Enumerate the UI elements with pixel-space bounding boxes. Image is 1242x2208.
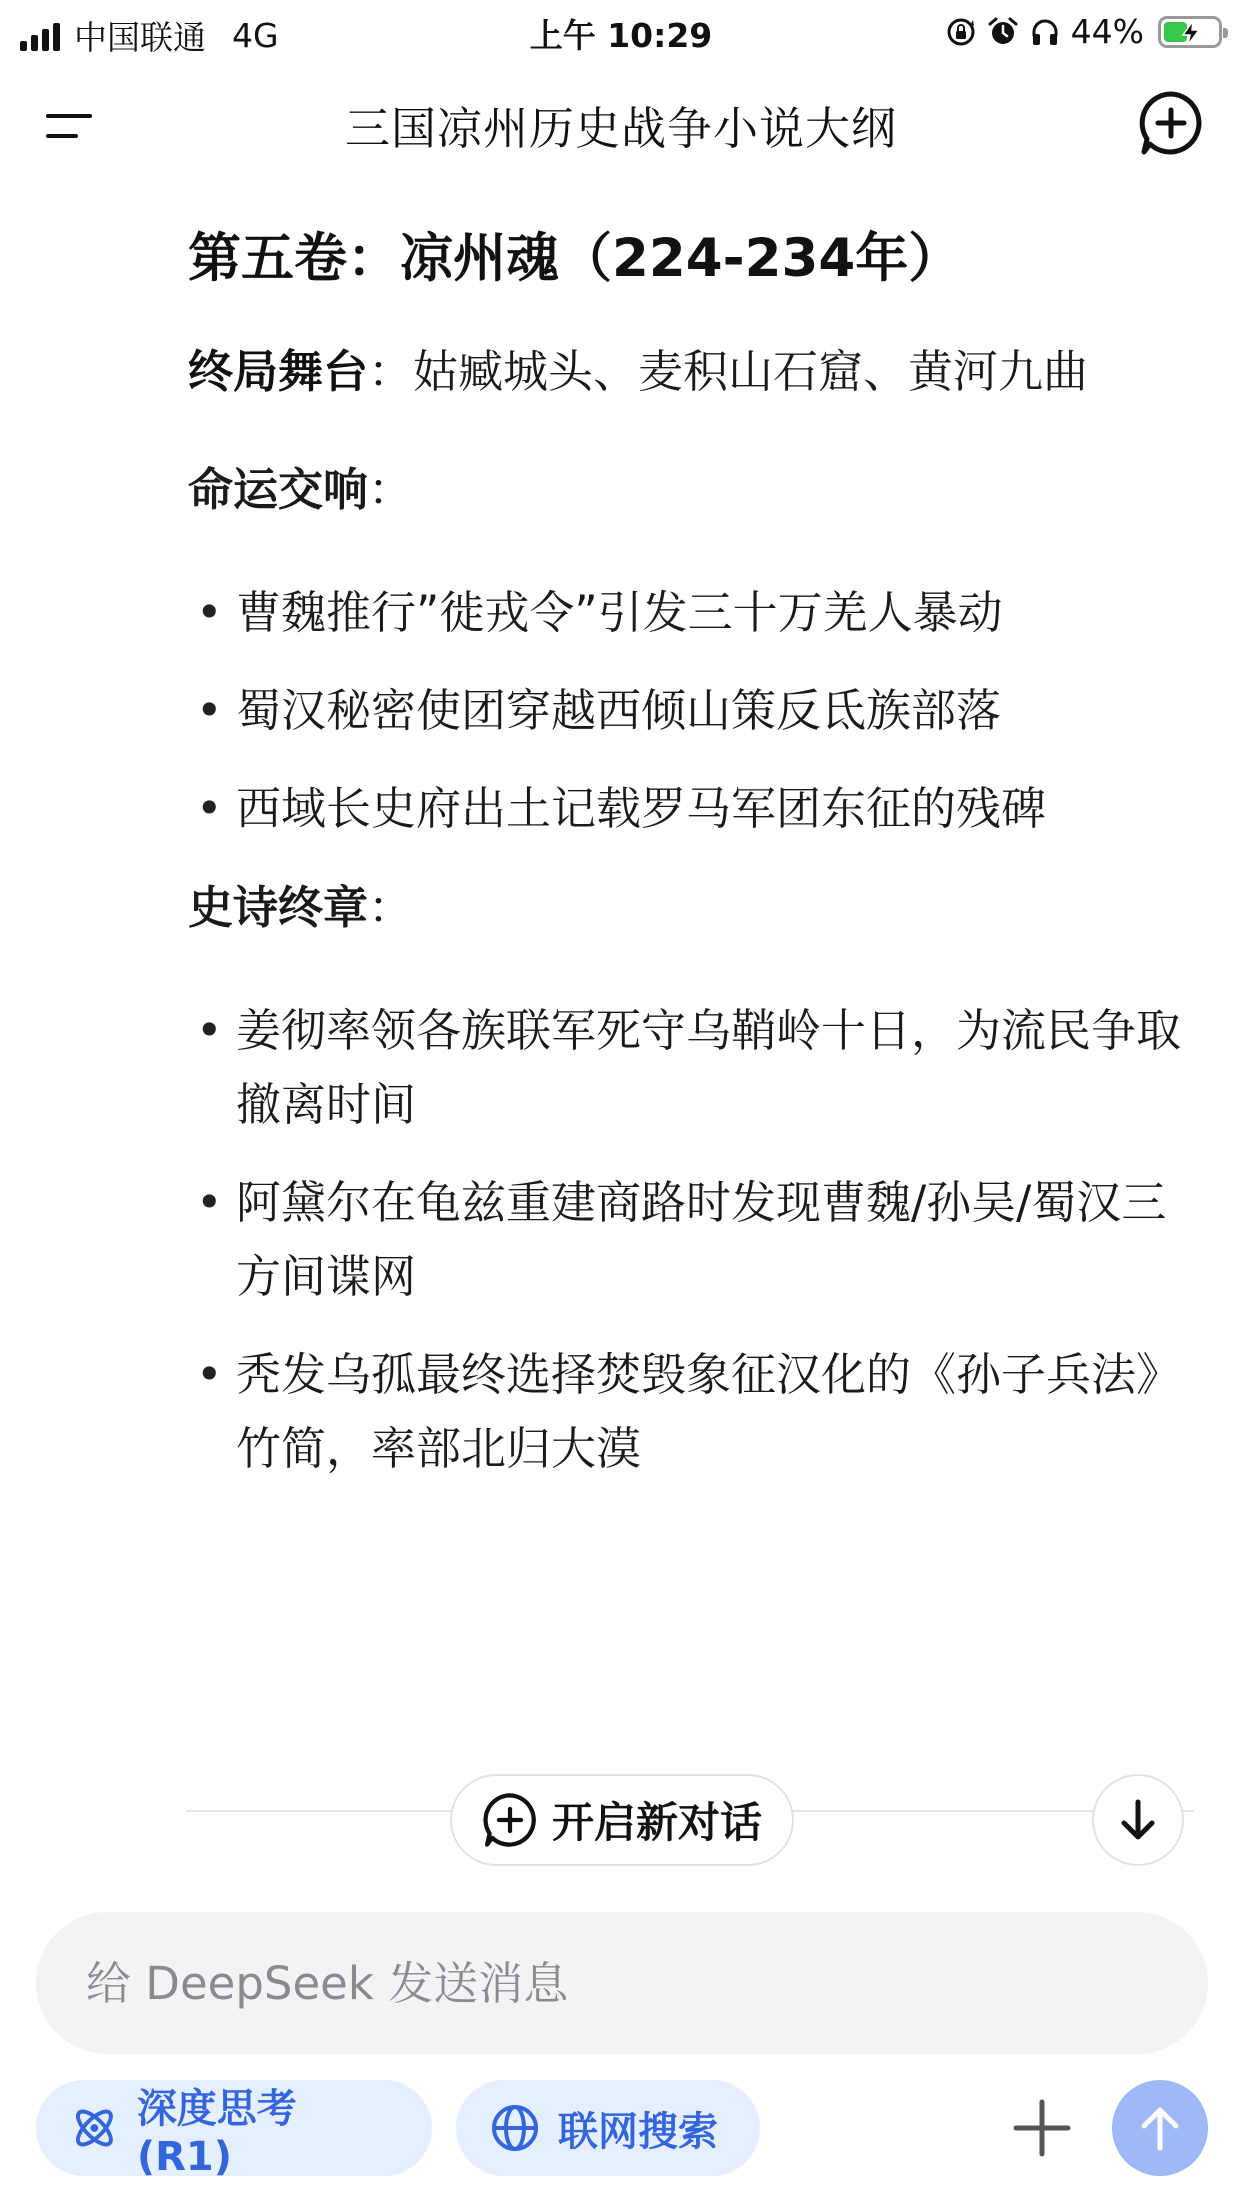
scroll-to-bottom-button[interactable]	[1092, 1774, 1184, 1866]
message-content	[188, 225, 1188, 1510]
page-title: 三国凉州历史战争小说大纲	[344, 102, 897, 155]
attach-button[interactable]	[1006, 2092, 1078, 2164]
stage-paragraph	[188, 334, 1188, 410]
stage-label: 终局舞台	[188, 344, 369, 398]
fate-label: 命运交响	[188, 462, 369, 516]
alarm-icon	[987, 16, 1019, 48]
network-label: 4G	[232, 16, 279, 55]
headphones-icon	[1029, 16, 1061, 48]
epic-label: 史诗终章	[188, 880, 369, 934]
battery-percent: 44%	[1070, 12, 1144, 51]
charging-bolt-icon	[1179, 20, 1203, 46]
message-input[interactable]	[86, 1912, 1166, 2054]
status-bar	[0, 0, 1242, 62]
new-chat-button[interactable]	[1138, 90, 1204, 156]
deep-think-toggle[interactable]	[36, 2080, 432, 2180]
start-new-chat-button[interactable]	[450, 1774, 794, 1866]
list-item: • 蜀汉秘密使团穿越西倾山策反氐族部落	[188, 674, 1188, 748]
new-chat-icon	[482, 1792, 538, 1848]
menu-icon	[40, 104, 100, 148]
list-item: • 西域长史府出土记载罗马军团东征的残碑	[188, 772, 1188, 846]
arrow-down-icon	[1114, 1796, 1162, 1844]
start-new-chat-label: 开启新对话	[551, 1798, 762, 1847]
plus-icon	[1006, 2092, 1078, 2164]
epic-list	[188, 994, 1188, 1486]
epic-heading	[188, 870, 1188, 946]
battery-tip	[1223, 28, 1228, 38]
web-search-label: 联网搜索	[558, 2108, 718, 2155]
status-right	[945, 12, 1222, 51]
fate-list	[188, 576, 1188, 846]
carrier-label: 中国联通	[74, 18, 206, 57]
list-item: • 阿黛尔在龟兹重建商路时发现曹魏/孙吴/蜀汉三方间谍网	[188, 1166, 1188, 1314]
rotation-lock-icon	[945, 16, 977, 48]
status-time: 上午 10:29	[529, 16, 713, 55]
message-input-container	[36, 1912, 1208, 2054]
epic-colon: ：	[368, 880, 414, 934]
menu-button[interactable]	[40, 104, 100, 148]
globe-icon	[488, 2101, 542, 2155]
list-item: • 曹魏推行”徙戎令”引发三十万羌人暴动	[188, 576, 1188, 650]
web-search-toggle[interactable]	[456, 2080, 760, 2176]
atom-icon	[68, 2101, 121, 2155]
stage-text: ：姑臧城头、麦积山石窟、黄河九曲	[368, 344, 1089, 398]
header	[0, 62, 1242, 186]
list-item: • 姜彻率领各族联军死守乌鞘岭十日，为流民争取撤离时间	[188, 994, 1188, 1142]
send-button[interactable]	[1112, 2080, 1208, 2176]
fate-colon: ：	[368, 462, 414, 516]
battery-icon	[1158, 16, 1222, 48]
fate-heading	[188, 452, 1188, 528]
list-item: • 秃发乌孤最终选择焚毁象征汉化的《孙子兵法》竹简，率部北归大漠	[188, 1338, 1188, 1486]
arrow-up-icon	[1132, 2100, 1188, 2156]
deep-think-label: 深度思考 (R1)	[136, 2085, 297, 2180]
new-chat-icon	[1138, 90, 1204, 156]
volume-heading: 第五卷：凉州魂（224-234年）	[188, 228, 962, 289]
